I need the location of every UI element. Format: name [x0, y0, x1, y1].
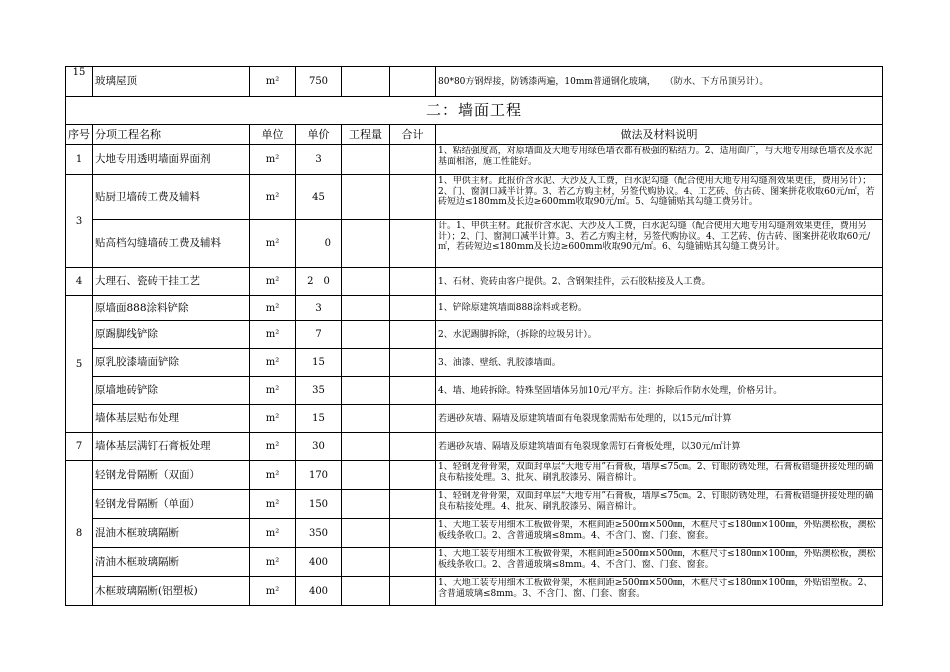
- desc-text: 计。1、甲供主材。此报价含水泥、大沙及人工费，白水泥勾缝（配合使用大地专用勾缝剂效果更佳，费用另计）；2、门、窗洞口减半计算。3、若乙方购主材，另签代购协议。4、工艺砖、仿古砖、图案拼花收取60元/㎡，若砖短边≤180mm及长边≥600mm收取90元/㎡。6、勾缝铺贴其勾缝工费另计。: [438, 221, 871, 252]
- seq-number: 8: [66, 461, 93, 606]
- quotation-sheet: [65, 66, 882, 606]
- desc-cell: 3、油漆、壁纸、乳胶漆墙面。: [436, 349, 883, 377]
- qty-cell[interactable]: [342, 519, 390, 548]
- desc-cell: 若遇砂灰墙、隔墙及原建筑墙面有龟裂现象需贴布处理的，以15元/㎡计算: [436, 405, 883, 433]
- header-price: 单价: [296, 125, 342, 145]
- table-row: [66, 145, 883, 175]
- total-cell[interactable]: [390, 321, 436, 349]
- desc-text: 1、大地工装专用细木工板做骨架，木框间距≥500㎜×500㎜，木框尺寸≤180㎜×100㎜，外贴澳松板，澳松板线条收口。2、含普通玻璃≤8mm。4、不含门、窗、门套、窗套。: [438, 549, 876, 570]
- desc-cell: [436, 577, 883, 606]
- quotation-table: [65, 66, 883, 606]
- price-cell: 0: [296, 220, 342, 268]
- header-unit: 单位: [250, 125, 296, 145]
- table-row: [66, 296, 883, 321]
- desc-text: 1、大地工装专用细木工板做骨架，木框间距≥500㎜×500㎜，木框尺寸≤180㎜×100㎜，外贴澳松板，澳松板线条收口。2、含普通玻璃≤8mm。4、不含门、窗、门套、窗套。: [438, 520, 876, 541]
- table-row: [66, 405, 883, 433]
- desc-cell: [436, 519, 883, 548]
- seq-number: 15: [66, 67, 93, 97]
- total-cell[interactable]: [390, 405, 436, 433]
- price-cell: 150: [296, 490, 342, 519]
- total-cell[interactable]: [390, 577, 436, 606]
- header-row: [66, 125, 883, 145]
- unit-cell: m²: [250, 548, 296, 577]
- table-row: [66, 67, 883, 97]
- price-cell: 7: [296, 321, 342, 349]
- desc-cell: 1、铲除原建筑墙面888涂料或老粉。: [436, 296, 883, 321]
- qty-cell[interactable]: [342, 296, 390, 321]
- qty-cell[interactable]: [342, 349, 390, 377]
- total-cell[interactable]: [390, 145, 436, 175]
- desc-text: 1、轻钢龙骨骨架，双面封单层“大地专用”石膏板，墙厚≤75㎝。2、钉眼防锈处理，石膏板错缝拼接处理的确良布粘接处理。3、批灰、刷乳胶漆另、隔音棉计。: [438, 462, 874, 483]
- desc-text: 1、甲供主材。此报价含水泥、大沙及人工费，白水泥勾缝（配合使用大地专用勾缝剂效果更佳，费用另计）；2、门、窗洞口减半计算。3、若乙方购主材，另签代购协议。4、工艺砖、仿古砖、图案拼花收取60元/㎡，若砖短边≤180mm及长边≥600mm收取90元/㎡。5、勾缝铺贴其勾缝工费另计。: [438, 176, 875, 207]
- table-row: [66, 175, 883, 220]
- seq-number: 5: [66, 296, 93, 433]
- item-name: 玻璃屋顶: [93, 67, 250, 97]
- unit-cell: m²: [250, 268, 296, 296]
- price-cell: 400: [296, 548, 342, 577]
- table-row: [66, 490, 883, 519]
- qty-cell[interactable]: [342, 145, 390, 175]
- desc-cell: 2、水泥踢脚拆除，（拆除的垃圾另计）。: [436, 321, 883, 349]
- seq-number: 1: [66, 145, 93, 175]
- header-qty: 工程量: [342, 125, 390, 145]
- header-name: 分项工程名称: [93, 125, 250, 145]
- seq-number: 4: [66, 268, 93, 296]
- price-cell: 3: [296, 296, 342, 321]
- unit-cell: m²: [250, 433, 296, 461]
- table-row: [66, 548, 883, 577]
- table-row: [66, 349, 883, 377]
- price-cell: 3: [296, 145, 342, 175]
- unit-cell: m²: [250, 377, 296, 405]
- price-cell: 15: [296, 349, 342, 377]
- total-cell[interactable]: [390, 349, 436, 377]
- price-cell: 45: [296, 175, 342, 220]
- qty-cell[interactable]: [342, 175, 390, 220]
- section-title: 二：墙面工程: [66, 97, 883, 125]
- table-row: [66, 220, 883, 268]
- qty-cell[interactable]: [342, 433, 390, 461]
- header-desc: 做法及材料说明: [436, 125, 883, 145]
- seq-number: 3: [66, 175, 93, 268]
- total-cell[interactable]: [390, 296, 436, 321]
- header-total: 合计: [390, 125, 436, 145]
- unit-cell: m²: [250, 405, 296, 433]
- table-row: [66, 321, 883, 349]
- total-cell[interactable]: [390, 490, 436, 519]
- desc-cell: [436, 548, 883, 577]
- qty-cell[interactable]: [342, 548, 390, 577]
- item-name: 轻钢龙骨隔断（双面）: [93, 461, 250, 490]
- item-name: 贴高档勾缝墙砖工费及辅料: [93, 220, 250, 268]
- unit-cell: m²: [250, 67, 296, 97]
- total-cell[interactable]: [390, 377, 436, 405]
- total-cell[interactable]: [390, 433, 436, 461]
- item-name: 原踢脚线铲除: [93, 321, 250, 349]
- price-cell: 2 0: [296, 268, 342, 296]
- desc-cell: [436, 220, 883, 268]
- item-name: 轻钢龙骨隔断（单面）: [93, 490, 250, 519]
- qty-cell[interactable]: [342, 377, 390, 405]
- price-cell: 350: [296, 519, 342, 548]
- price-cell: 750: [296, 67, 342, 97]
- desc-cell: [436, 461, 883, 490]
- price-cell: 30: [296, 433, 342, 461]
- desc-cell: [436, 490, 883, 519]
- desc-text: 1、轻钢龙骨骨架，双面封单层“大地专用”石膏板，墙厚≤75㎝。2、钉眼防锈处理，石膏板错缝拼接处理的确良布粘接处理。4、批灰、刷乳胶漆另、隔音棉计。: [438, 491, 874, 512]
- qty-cell[interactable]: [342, 577, 390, 606]
- price-cell: 170: [296, 461, 342, 490]
- total-cell[interactable]: [390, 519, 436, 548]
- table-row: [66, 461, 883, 490]
- price-cell: 35: [296, 377, 342, 405]
- total-cell[interactable]: [390, 175, 436, 220]
- item-name: 大地专用透明墙面界面剂: [93, 145, 250, 175]
- desc-text: 1、粘结强度高，对原墙面及大地专用绿色墙衣都有极强的粘结力。2、适用面广，与大地专用绿色墙衣及水泥基面相溶，施工性能好。: [438, 146, 873, 167]
- qty-cell[interactable]: [342, 321, 390, 349]
- item-name: 混油木框玻璃隔断: [93, 519, 250, 548]
- unit-cell: m²: [250, 321, 296, 349]
- item-name: 原墙面888涂料铲除: [93, 296, 250, 321]
- seq-number: 7: [66, 433, 93, 461]
- qty-cell[interactable]: [342, 220, 390, 268]
- unit-cell: m²: [250, 220, 296, 268]
- unit-cell: m²: [250, 296, 296, 321]
- unit-cell: m²: [250, 349, 296, 377]
- desc-text: 1、大地工装专用细木工板做骨架，木框间距≥500㎜×500㎜，木框尺寸≤180㎜×100㎜，外贴铝塑板。2、含普通玻璃≤8mm。3、不含门、窗、门套、窗套。: [438, 578, 873, 599]
- table-row: [66, 268, 883, 296]
- total-cell[interactable]: [390, 461, 436, 490]
- desc-cell: 80*80方钢焊接，防锈漆两遍，10mm普通钢化玻璃， （防水、下方吊顶另计）。: [436, 67, 883, 97]
- header-seq: 序号: [66, 125, 93, 145]
- unit-cell: m²: [250, 519, 296, 548]
- total-cell[interactable]: [390, 548, 436, 577]
- desc-cell: 若遇砂灰墙、隔墙及原建筑墙面有龟裂现象需钉石膏板处理，以30元/㎡计算: [436, 433, 883, 461]
- desc-cell: [436, 175, 883, 220]
- total-cell[interactable]: [390, 220, 436, 268]
- unit-cell: m²: [250, 175, 296, 220]
- item-name: 贴厨卫墙砖工费及辅料: [93, 175, 250, 220]
- unit-cell: m²: [250, 490, 296, 519]
- qty-cell[interactable]: [342, 405, 390, 433]
- total-cell[interactable]: [390, 67, 436, 97]
- item-name: 墙体基层满钉石膏板处理: [93, 433, 250, 461]
- item-name: 原墙地砖铲除: [93, 377, 250, 405]
- price-cell: 15: [296, 405, 342, 433]
- table-row: [66, 577, 883, 606]
- item-name: 原乳胶漆墙面铲除: [93, 349, 250, 377]
- total-cell[interactable]: [390, 268, 436, 296]
- desc-cell: [436, 145, 883, 175]
- table-row: [66, 519, 883, 548]
- price-cell: 400: [296, 577, 342, 606]
- desc-cell: 4、墙、地砖拆除。特殊坚固墙体另加10元/平方。注：拆除后作防水处理，价格另计。: [436, 377, 883, 405]
- desc-cell: 1、石材、瓷砖由客户提供。2、含钢架挂件，云石胶粘接及人工费。: [436, 268, 883, 296]
- item-name: 木框玻璃隔断(铝塑板): [93, 577, 250, 606]
- item-name: 大理石、瓷砖干挂工艺: [93, 268, 250, 296]
- qty-cell[interactable]: [342, 67, 390, 97]
- table-row: [66, 433, 883, 461]
- qty-cell[interactable]: [342, 490, 390, 519]
- item-name: 墙体基层贴布处理: [93, 405, 250, 433]
- qty-cell[interactable]: [342, 461, 390, 490]
- section-row: [66, 97, 883, 125]
- item-name: 清油木框玻璃隔断: [93, 548, 250, 577]
- unit-cell: m²: [250, 577, 296, 606]
- qty-cell[interactable]: [342, 268, 390, 296]
- unit-cell: m²: [250, 145, 296, 175]
- table-row: [66, 377, 883, 405]
- unit-cell: m²: [250, 461, 296, 490]
